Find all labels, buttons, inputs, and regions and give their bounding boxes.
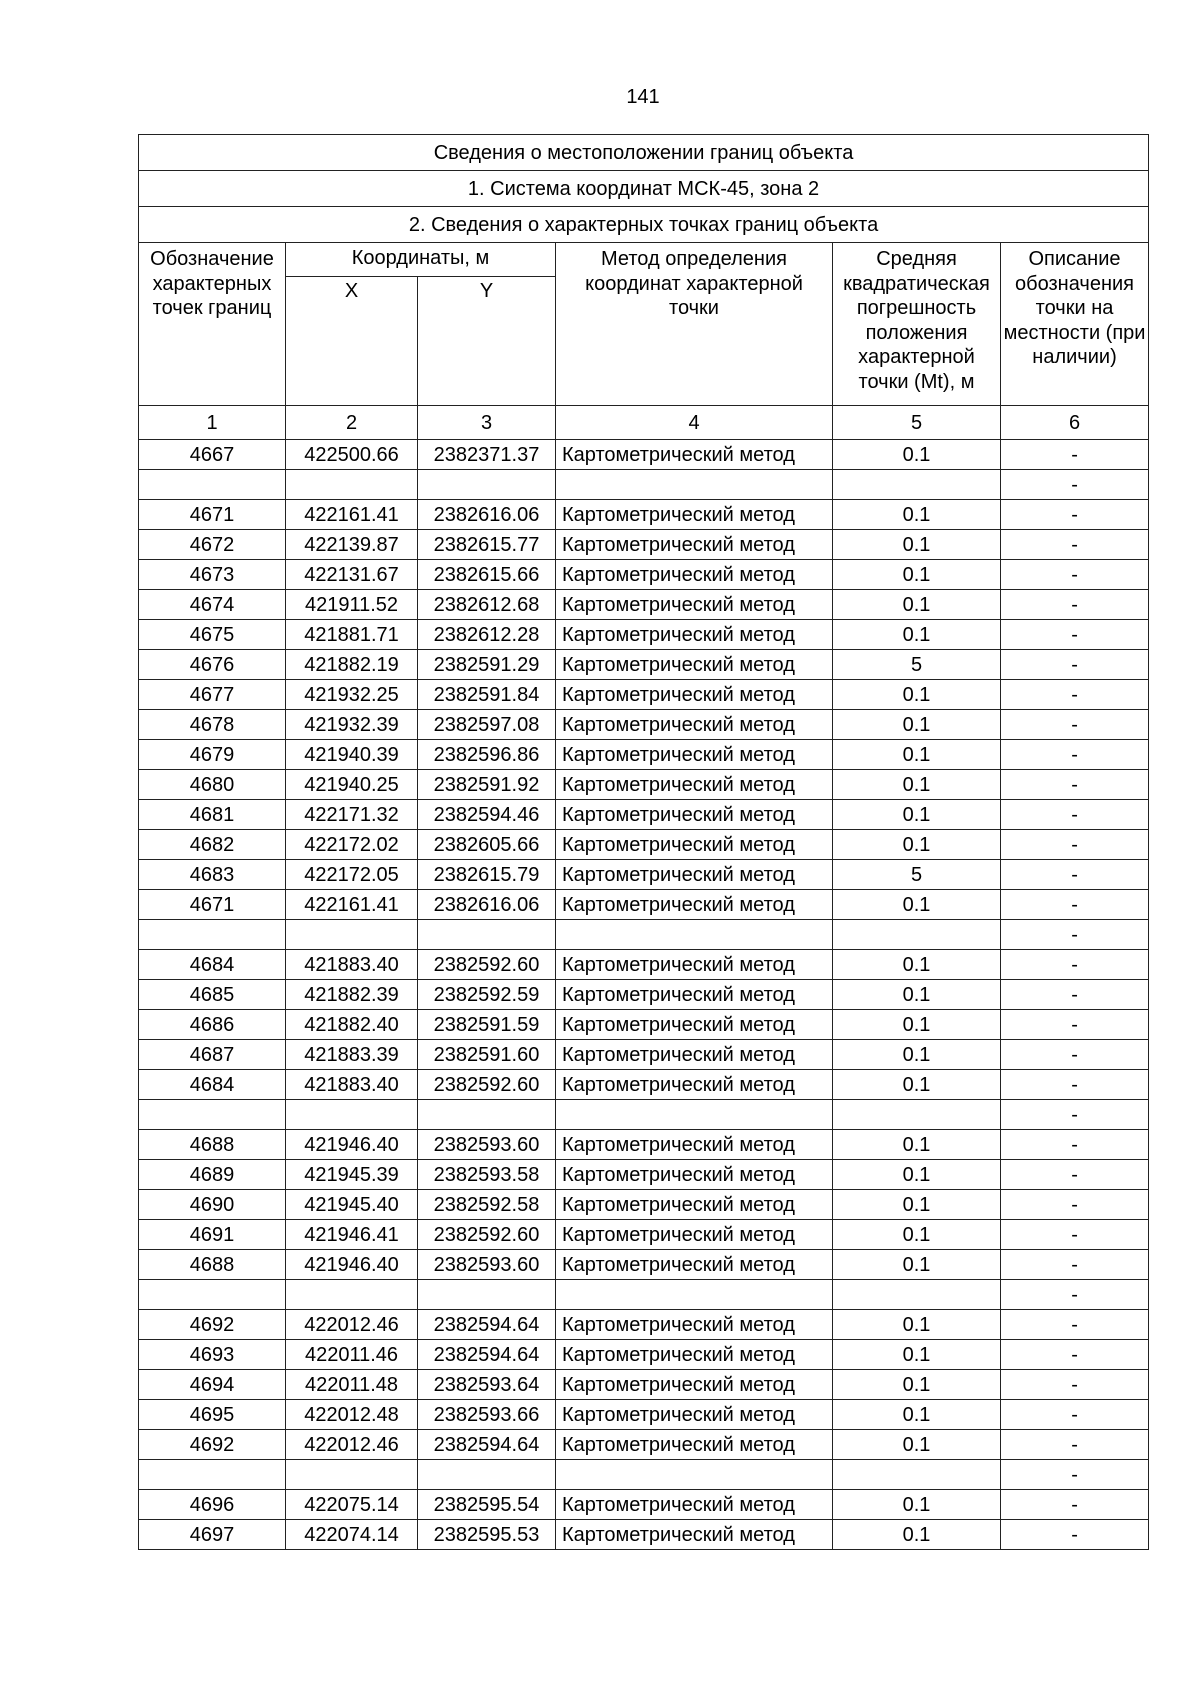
header-mean-error: Средняя квадратическая погрешность положения характерной точки (Mt), м (833, 243, 1001, 406)
description-cell: - (1001, 1160, 1149, 1190)
y-coordinate-cell: 2382612.28 (418, 620, 556, 650)
description-cell: - (1001, 920, 1149, 950)
x-coordinate-cell: 422011.46 (286, 1340, 418, 1370)
point-id-cell: 4688 (139, 1130, 286, 1160)
table-title-row (139, 135, 1149, 171)
header-description: Описание обозначения точки на местности (при наличии) (1001, 243, 1149, 406)
method-cell: Картометрический метод (556, 530, 833, 560)
table-row (139, 650, 1149, 680)
description-cell: - (1001, 1490, 1149, 1520)
table-row (139, 1220, 1149, 1250)
description-cell: - (1001, 1280, 1149, 1310)
mean-error-cell: 0.1 (833, 1430, 1001, 1460)
header-row (139, 243, 1149, 277)
point-id-cell: 4680 (139, 770, 286, 800)
mean-error-cell: 0.1 (833, 620, 1001, 650)
x-coordinate-cell: 421946.40 (286, 1130, 418, 1160)
mean-error-cell (833, 1100, 1001, 1130)
description-cell: - (1001, 740, 1149, 770)
y-coordinate-cell: 2382593.64 (418, 1370, 556, 1400)
x-coordinate-cell: 422161.41 (286, 890, 418, 920)
y-coordinate-cell: 2382592.60 (418, 1220, 556, 1250)
y-coordinate-cell: 2382592.60 (418, 1070, 556, 1100)
header-coordinates: Координаты, м (286, 243, 556, 277)
description-cell: - (1001, 950, 1149, 980)
x-coordinate-cell: 422161.41 (286, 500, 418, 530)
table-row (139, 680, 1149, 710)
method-cell: Картометрический метод (556, 1190, 833, 1220)
method-cell: Картометрический метод (556, 590, 833, 620)
description-cell: - (1001, 1310, 1149, 1340)
header-x: X (286, 277, 418, 406)
x-coordinate-cell: 421911.52 (286, 590, 418, 620)
mean-error-cell: 0.1 (833, 1130, 1001, 1160)
method-cell: Картометрический метод (556, 1340, 833, 1370)
mean-error-cell: 0.1 (833, 1220, 1001, 1250)
x-coordinate-cell: 422012.48 (286, 1400, 418, 1430)
point-id-cell: 4690 (139, 1190, 286, 1220)
table-row (139, 1310, 1149, 1340)
x-coordinate-cell: 421940.25 (286, 770, 418, 800)
point-id-cell: 4692 (139, 1310, 286, 1340)
point-id-cell (139, 1100, 286, 1130)
point-id-cell: 4673 (139, 560, 286, 590)
description-cell: - (1001, 440, 1149, 470)
x-coordinate-cell (286, 1280, 418, 1310)
point-id-cell: 4681 (139, 800, 286, 830)
y-coordinate-cell: 2382605.66 (418, 830, 556, 860)
method-cell: Картометрический метод (556, 740, 833, 770)
header-method: Метод определения координат характерной точки (556, 243, 833, 406)
point-id-cell: 4678 (139, 710, 286, 740)
method-cell: Картометрический метод (556, 1130, 833, 1160)
y-coordinate-cell: 2382592.58 (418, 1190, 556, 1220)
mean-error-cell: 0.1 (833, 710, 1001, 740)
x-coordinate-cell: 421882.19 (286, 650, 418, 680)
y-coordinate-cell: 2382591.29 (418, 650, 556, 680)
method-cell: Картометрический метод (556, 1250, 833, 1280)
method-cell: Картометрический метод (556, 1400, 833, 1430)
table-row (139, 1520, 1149, 1550)
y-coordinate-cell: 2382371.37 (418, 440, 556, 470)
table-row (139, 920, 1149, 950)
description-cell: - (1001, 1190, 1149, 1220)
description-cell: - (1001, 650, 1149, 680)
point-id-cell: 4684 (139, 950, 286, 980)
x-coordinate-cell: 421932.39 (286, 710, 418, 740)
table-row (139, 890, 1149, 920)
mean-error-cell: 0.1 (833, 830, 1001, 860)
table-row (139, 860, 1149, 890)
x-coordinate-cell: 421882.39 (286, 980, 418, 1010)
column-index-row (139, 406, 1149, 440)
y-coordinate-cell: 2382612.68 (418, 590, 556, 620)
method-cell (556, 920, 833, 950)
point-id-cell: 4688 (139, 1250, 286, 1280)
table-row (139, 770, 1149, 800)
table-row (139, 1070, 1149, 1100)
method-cell: Картометрический метод (556, 1310, 833, 1340)
y-coordinate-cell: 2382615.79 (418, 860, 556, 890)
x-coordinate-cell: 422131.67 (286, 560, 418, 590)
y-coordinate-cell (418, 1460, 556, 1490)
point-id-cell: 4689 (139, 1160, 286, 1190)
mean-error-cell: 0.1 (833, 1070, 1001, 1100)
mean-error-cell: 5 (833, 650, 1001, 680)
mean-error-cell: 0.1 (833, 770, 1001, 800)
x-coordinate-cell: 421945.39 (286, 1160, 418, 1190)
table-row (139, 1040, 1149, 1070)
section-title: 2. Сведения о характерных точках границ объекта (139, 207, 1149, 243)
table-row (139, 1280, 1149, 1310)
table-row (139, 1460, 1149, 1490)
mean-error-cell: 0.1 (833, 1310, 1001, 1340)
x-coordinate-cell (286, 1100, 418, 1130)
point-id-cell: 4682 (139, 830, 286, 860)
y-coordinate-cell: 2382616.06 (418, 500, 556, 530)
y-coordinate-cell: 2382597.08 (418, 710, 556, 740)
table-row (139, 1100, 1149, 1130)
table-row (139, 1490, 1149, 1520)
column-index: 3 (418, 406, 556, 440)
boundary-points-table (138, 134, 1149, 1550)
x-coordinate-cell: 421883.39 (286, 1040, 418, 1070)
point-id-cell: 4679 (139, 740, 286, 770)
y-coordinate-cell: 2382591.60 (418, 1040, 556, 1070)
method-cell (556, 1280, 833, 1310)
mean-error-cell: 0.1 (833, 1010, 1001, 1040)
column-index: 2 (286, 406, 418, 440)
y-coordinate-cell: 2382593.66 (418, 1400, 556, 1430)
mean-error-cell: 0.1 (833, 680, 1001, 710)
method-cell: Картометрический метод (556, 800, 833, 830)
y-coordinate-cell: 2382594.64 (418, 1310, 556, 1340)
mean-error-cell: 0.1 (833, 1400, 1001, 1430)
table-row (139, 740, 1149, 770)
method-cell: Картометрический метод (556, 1370, 833, 1400)
method-cell: Картометрический метод (556, 440, 833, 470)
method-cell (556, 1100, 833, 1130)
header-y: Y (418, 277, 556, 406)
table-row (139, 530, 1149, 560)
y-coordinate-cell: 2382593.60 (418, 1130, 556, 1160)
table-row (139, 1190, 1149, 1220)
description-cell: - (1001, 620, 1149, 650)
table-row (139, 500, 1149, 530)
method-cell: Картометрический метод (556, 1430, 833, 1460)
x-coordinate-cell: 422075.14 (286, 1490, 418, 1520)
description-cell: - (1001, 1460, 1149, 1490)
table-row (139, 980, 1149, 1010)
point-id-cell: 4693 (139, 1340, 286, 1370)
mean-error-cell: 0.1 (833, 980, 1001, 1010)
x-coordinate-cell: 421881.71 (286, 620, 418, 650)
y-coordinate-cell: 2382594.64 (418, 1340, 556, 1370)
method-cell: Картометрический метод (556, 770, 833, 800)
point-id-cell: 4671 (139, 500, 286, 530)
method-cell: Картометрический метод (556, 680, 833, 710)
mean-error-cell: 0.1 (833, 1190, 1001, 1220)
point-id-cell: 4696 (139, 1490, 286, 1520)
column-index: 4 (556, 406, 833, 440)
description-cell: - (1001, 800, 1149, 830)
description-cell: - (1001, 1370, 1149, 1400)
description-cell: - (1001, 500, 1149, 530)
method-cell: Картометрический метод (556, 1040, 833, 1070)
description-cell: - (1001, 770, 1149, 800)
page-number: 141 (626, 86, 660, 108)
point-id-cell (139, 470, 286, 500)
table-row (139, 1160, 1149, 1190)
x-coordinate-cell: 422171.32 (286, 800, 418, 830)
y-coordinate-cell: 2382591.84 (418, 680, 556, 710)
description-cell: - (1001, 980, 1149, 1010)
description-cell: - (1001, 1400, 1149, 1430)
point-id-cell: 4667 (139, 440, 286, 470)
point-id-cell: 4685 (139, 980, 286, 1010)
description-cell: - (1001, 470, 1149, 500)
point-id-cell: 4695 (139, 1400, 286, 1430)
method-cell: Картометрический метод (556, 620, 833, 650)
x-coordinate-cell (286, 1460, 418, 1490)
mean-error-cell: 0.1 (833, 740, 1001, 770)
method-cell (556, 1460, 833, 1490)
table-row (139, 710, 1149, 740)
x-coordinate-cell: 422011.48 (286, 1370, 418, 1400)
point-id-cell: 4675 (139, 620, 286, 650)
table-title: Сведения о местоположении границ объекта (139, 135, 1149, 171)
mean-error-cell: 0.1 (833, 1520, 1001, 1550)
table-row (139, 560, 1149, 590)
description-cell: - (1001, 830, 1149, 860)
section-title-row (139, 207, 1149, 243)
table-row (139, 1130, 1149, 1160)
description-cell: - (1001, 680, 1149, 710)
mean-error-cell: 5 (833, 860, 1001, 890)
description-cell: - (1001, 710, 1149, 740)
y-coordinate-cell: 2382595.54 (418, 1490, 556, 1520)
mean-error-cell: 0.1 (833, 1160, 1001, 1190)
column-index: 5 (833, 406, 1001, 440)
mean-error-cell: 0.1 (833, 950, 1001, 980)
table-row (139, 950, 1149, 980)
y-coordinate-cell: 2382615.66 (418, 560, 556, 590)
method-cell: Картометрический метод (556, 560, 833, 590)
x-coordinate-cell: 422500.66 (286, 440, 418, 470)
x-coordinate-cell: 421946.40 (286, 1250, 418, 1280)
x-coordinate-cell: 421883.40 (286, 950, 418, 980)
method-cell: Картометрический метод (556, 980, 833, 1010)
mean-error-cell (833, 1460, 1001, 1490)
table-row (139, 830, 1149, 860)
mean-error-cell (833, 1280, 1001, 1310)
mean-error-cell (833, 920, 1001, 950)
mean-error-cell: 0.1 (833, 530, 1001, 560)
mean-error-cell (833, 470, 1001, 500)
y-coordinate-cell (418, 1100, 556, 1130)
x-coordinate-cell: 422139.87 (286, 530, 418, 560)
description-cell: - (1001, 1340, 1149, 1370)
table-row (139, 1250, 1149, 1280)
y-coordinate-cell (418, 470, 556, 500)
point-id-cell (139, 1460, 286, 1490)
table-row (139, 1400, 1149, 1430)
x-coordinate-cell: 421882.40 (286, 1010, 418, 1040)
point-id-cell: 4697 (139, 1520, 286, 1550)
x-coordinate-cell: 421883.40 (286, 1070, 418, 1100)
x-coordinate-cell: 422172.02 (286, 830, 418, 860)
method-cell: Картометрический метод (556, 890, 833, 920)
mean-error-cell: 0.1 (833, 1490, 1001, 1520)
y-coordinate-cell: 2382595.53 (418, 1520, 556, 1550)
description-cell: - (1001, 1250, 1149, 1280)
y-coordinate-cell: 2382596.86 (418, 740, 556, 770)
table-row (139, 1010, 1149, 1040)
method-cell (556, 470, 833, 500)
mean-error-cell: 0.1 (833, 890, 1001, 920)
column-index: 6 (1001, 406, 1149, 440)
table-row (139, 620, 1149, 650)
x-coordinate-cell: 422074.14 (286, 1520, 418, 1550)
column-index: 1 (139, 406, 286, 440)
method-cell: Картометрический метод (556, 1490, 833, 1520)
method-cell: Картометрический метод (556, 1520, 833, 1550)
x-coordinate-cell (286, 920, 418, 950)
x-coordinate-cell: 422012.46 (286, 1430, 418, 1460)
description-cell: - (1001, 890, 1149, 920)
x-coordinate-cell: 421946.41 (286, 1220, 418, 1250)
mean-error-cell: 0.1 (833, 1250, 1001, 1280)
point-id-cell: 4692 (139, 1430, 286, 1460)
y-coordinate-cell: 2382594.46 (418, 800, 556, 830)
mean-error-cell: 0.1 (833, 800, 1001, 830)
y-coordinate-cell: 2382593.58 (418, 1160, 556, 1190)
method-cell: Картометрический метод (556, 830, 833, 860)
y-coordinate-cell (418, 920, 556, 950)
coord-system-label: 1. Система координат МСК-45, зона 2 (139, 171, 1149, 207)
y-coordinate-cell: 2382592.59 (418, 980, 556, 1010)
method-cell: Картометрический метод (556, 860, 833, 890)
method-cell: Картометрический метод (556, 1160, 833, 1190)
table-row (139, 470, 1149, 500)
x-coordinate-cell: 421932.25 (286, 680, 418, 710)
point-id-cell: 4686 (139, 1010, 286, 1040)
point-id-cell: 4691 (139, 1220, 286, 1250)
description-cell: - (1001, 860, 1149, 890)
description-cell: - (1001, 1040, 1149, 1070)
table-row (139, 440, 1149, 470)
description-cell: - (1001, 1520, 1149, 1550)
mean-error-cell: 0.1 (833, 590, 1001, 620)
y-coordinate-cell: 2382591.59 (418, 1010, 556, 1040)
point-id-cell: 4676 (139, 650, 286, 680)
mean-error-cell: 0.1 (833, 500, 1001, 530)
y-coordinate-cell (418, 1280, 556, 1310)
description-cell: - (1001, 1070, 1149, 1100)
mean-error-cell: 0.1 (833, 1340, 1001, 1370)
table-row (139, 1340, 1149, 1370)
table-row (139, 800, 1149, 830)
point-id-cell: 4683 (139, 860, 286, 890)
description-cell: - (1001, 590, 1149, 620)
point-id-cell: 4684 (139, 1070, 286, 1100)
point-id-cell: 4677 (139, 680, 286, 710)
coord-system-row (139, 171, 1149, 207)
method-cell: Картометрический метод (556, 950, 833, 980)
description-cell: - (1001, 530, 1149, 560)
x-coordinate-cell: 421940.39 (286, 740, 418, 770)
table-row (139, 590, 1149, 620)
description-cell: - (1001, 1130, 1149, 1160)
description-cell: - (1001, 560, 1149, 590)
point-id-cell: 4671 (139, 890, 286, 920)
method-cell: Картометрический метод (556, 710, 833, 740)
y-coordinate-cell: 2382615.77 (418, 530, 556, 560)
x-coordinate-cell: 422012.46 (286, 1310, 418, 1340)
y-coordinate-cell: 2382593.60 (418, 1250, 556, 1280)
point-id-cell (139, 920, 286, 950)
mean-error-cell: 0.1 (833, 440, 1001, 470)
point-id-cell: 4694 (139, 1370, 286, 1400)
x-coordinate-cell: 422172.05 (286, 860, 418, 890)
y-coordinate-cell: 2382592.60 (418, 950, 556, 980)
method-cell: Картометрический метод (556, 1010, 833, 1040)
point-id-cell: 4687 (139, 1040, 286, 1070)
mean-error-cell: 0.1 (833, 560, 1001, 590)
y-coordinate-cell: 2382591.92 (418, 770, 556, 800)
y-coordinate-cell: 2382594.64 (418, 1430, 556, 1460)
y-coordinate-cell: 2382616.06 (418, 890, 556, 920)
method-cell: Картометрический метод (556, 1070, 833, 1100)
table-row (139, 1370, 1149, 1400)
description-cell: - (1001, 1010, 1149, 1040)
description-cell: - (1001, 1430, 1149, 1460)
method-cell: Картометрический метод (556, 500, 833, 530)
description-cell: - (1001, 1220, 1149, 1250)
method-cell: Картометрический метод (556, 1220, 833, 1250)
header-point-designation: Обозначение характерных точек границ (139, 243, 286, 406)
x-coordinate-cell (286, 470, 418, 500)
mean-error-cell: 0.1 (833, 1040, 1001, 1070)
point-id-cell: 4674 (139, 590, 286, 620)
mean-error-cell: 0.1 (833, 1370, 1001, 1400)
x-coordinate-cell: 421945.40 (286, 1190, 418, 1220)
method-cell: Картометрический метод (556, 650, 833, 680)
point-id-cell (139, 1280, 286, 1310)
description-cell: - (1001, 1100, 1149, 1130)
table-row (139, 1430, 1149, 1460)
point-id-cell: 4672 (139, 530, 286, 560)
